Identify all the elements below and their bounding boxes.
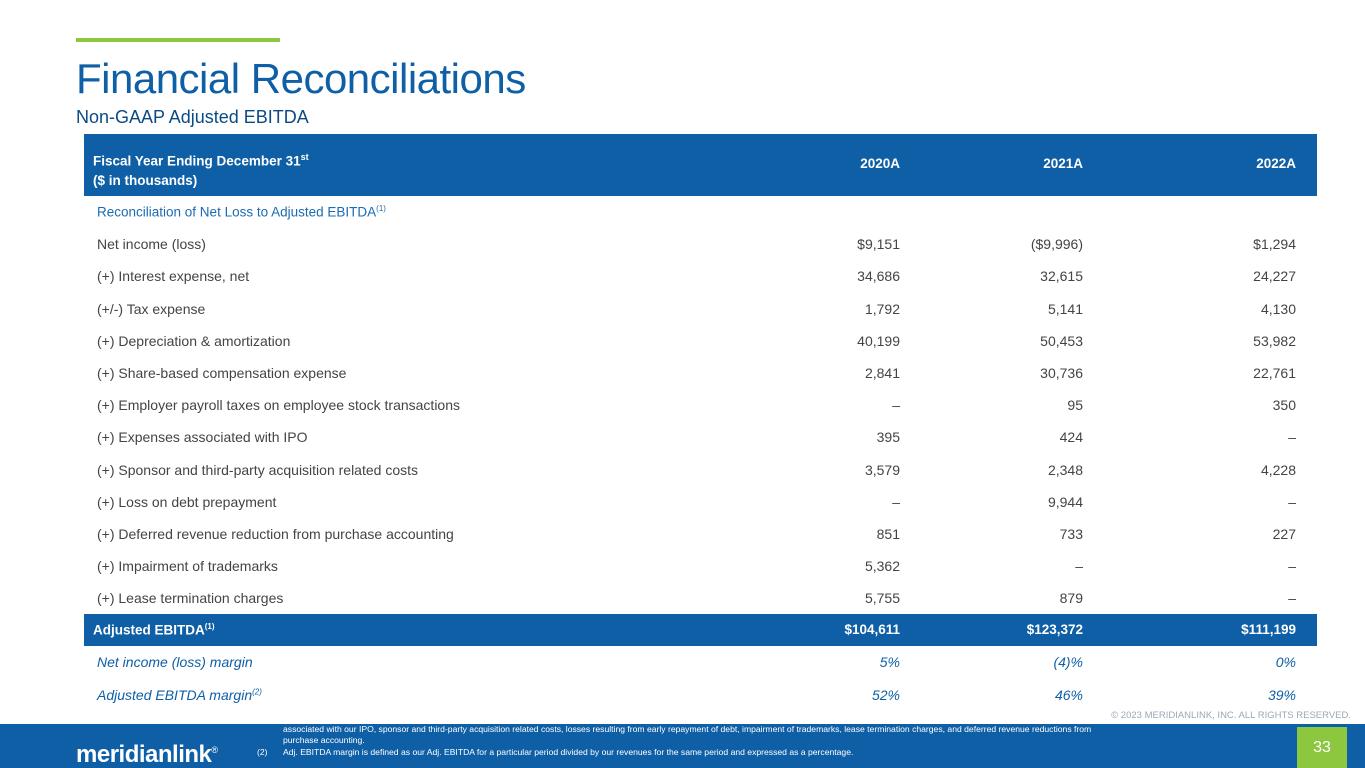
page-title: Financial Reconciliations [76, 55, 526, 102]
row-label: (+) Deferred revenue reduction from purchase accounting [97, 525, 454, 542]
table-row [84, 454, 1317, 486]
value-2021: 50,453 [1040, 332, 1083, 349]
table-row [84, 260, 1317, 292]
value-2022: – [1288, 558, 1296, 575]
value-2022: 4,228 [1260, 461, 1296, 478]
footnote: (1) We define Adj. EBITDA as net income (loss) before interest expense, taxes, depreciation, amortization, share-based compensation expense, employer payroll taxes on employee stock transactions, certain expenses associated with our IPO, sponsor and third-party acquisition related costs, losses resulting from early repayment of debt, impairment of trademarks, lease termination charges, and deferred revenue reductions from purchase accounting. [257, 712, 1098, 746]
header-label: Fiscal Year Ending December 31st ($ in thousands) [93, 152, 309, 188]
value-2022: 0% [1275, 654, 1296, 671]
value-2021: 879 [1059, 590, 1083, 607]
row-label: (+) Share-based compensation expense [97, 364, 347, 381]
value-2020: 40,199 [857, 332, 900, 349]
row-label: (+) Impairment of trademarks [97, 558, 278, 575]
value-2021: 30,736 [1040, 364, 1083, 381]
value-2021: 95 [1067, 397, 1083, 414]
value-2020: – [892, 397, 900, 414]
column-header-2020: 2020A [860, 156, 900, 171]
value-2021: 5,141 [1047, 300, 1083, 317]
table-row [84, 357, 1317, 389]
value-2022: $1,294 [1253, 236, 1296, 253]
value-2022: $111,199 [1241, 622, 1296, 638]
value-2020: 5,362 [864, 558, 900, 575]
company-logo: meridianlink® [76, 741, 218, 768]
table-row [84, 582, 1317, 614]
value-2021: 9,944 [1047, 493, 1083, 510]
value-2020: 851 [876, 525, 900, 542]
adjusted-ebitda-margin-row [84, 679, 1317, 711]
value-2022: 22,761 [1253, 364, 1296, 381]
row-label: (+) Depreciation & amortization [97, 332, 291, 349]
row-label: (+) Employer payroll taxes on employee stock transactions [97, 397, 460, 414]
row-label: Net income (loss) margin [97, 654, 253, 671]
reconciliation-table [84, 134, 1317, 711]
accent-bar [76, 38, 280, 42]
value-2022: – [1288, 493, 1296, 510]
row-label: (+) Expenses associated with IPO [97, 429, 308, 446]
column-header-2022: 2022A [1256, 156, 1296, 171]
table-header [84, 134, 1317, 196]
value-2021: 32,615 [1040, 268, 1083, 285]
value-2021: 2,348 [1047, 461, 1083, 478]
table-row [84, 228, 1317, 260]
value-2022: 24,227 [1253, 268, 1296, 285]
table-body [84, 228, 1317, 614]
value-2022: 53,982 [1253, 332, 1296, 349]
value-2020: $9,151 [857, 236, 900, 253]
row-label: (+/-) Tax expense [97, 300, 206, 317]
value-2022: 227 [1272, 525, 1296, 542]
value-2021: 733 [1059, 525, 1083, 542]
row-label: (+) Interest expense, net [97, 268, 250, 285]
value-2021: (4)% [1053, 654, 1083, 671]
column-header-2021: 2021A [1043, 156, 1083, 171]
row-label: (+) Loss on debt prepayment [97, 493, 277, 510]
table-row [84, 486, 1317, 518]
value-2020: – [892, 493, 900, 510]
page-number: 33 [1297, 727, 1347, 768]
table-row [84, 325, 1317, 357]
value-2020: 52% [871, 686, 900, 703]
footnote: (2) Adj. EBITDA margin is defined as our Adj. EBITDA for a particular period divided by our revenues for the same period and expressed as a percentage. [257, 747, 854, 758]
value-2022: 350 [1272, 397, 1296, 414]
value-2022: – [1288, 590, 1296, 607]
page-subtitle: Non-GAAP Adjusted EBITDA [76, 107, 309, 127]
value-2022: 4,130 [1260, 300, 1296, 317]
value-2020: 5,755 [864, 590, 900, 607]
copyright-notice: © 2023 MERIDIANLINK, INC. ALL RIGHTS RESERVED. [1111, 710, 1351, 721]
row-label: Net income (loss) [97, 236, 206, 253]
row-label: (+) Sponsor and third-party acquisition related costs [97, 461, 418, 478]
value-2020: 5% [879, 654, 900, 671]
adjusted-ebitda-row [84, 614, 1317, 646]
table-row [84, 550, 1317, 582]
value-2022: 39% [1267, 686, 1296, 703]
section-heading-row: Reconciliation of Net Loss to Adjusted EBITDA$^{(1)}$ [97, 204, 386, 220]
footnotes [257, 712, 1107, 759]
value-2020: $104,611 [844, 622, 900, 638]
value-2020: 2,841 [864, 364, 900, 381]
value-2022: – [1288, 429, 1296, 446]
value-2021: – [1075, 558, 1083, 575]
value-2021: 46% [1054, 686, 1083, 703]
table-row [84, 421, 1317, 453]
value-2020: 1,792 [864, 300, 900, 317]
value-2021: $123,372 [1026, 622, 1083, 638]
value-2020: 34,686 [857, 268, 900, 285]
value-2020: 395 [876, 429, 900, 446]
row-label: Adjusted EBITDA margin$^{(2)}$ [97, 686, 262, 703]
net-income-margin-row [84, 646, 1317, 678]
table-row [84, 389, 1317, 421]
table-row [84, 518, 1317, 550]
value-2021: 424 [1059, 429, 1083, 446]
value-2020: 3,579 [864, 461, 900, 478]
row-label: Adjusted EBITDA$^{(1)}$ [93, 622, 215, 638]
value-2021: ($9,996) [1030, 236, 1083, 253]
table-row [84, 293, 1317, 325]
row-label: (+) Lease termination charges [97, 590, 284, 607]
